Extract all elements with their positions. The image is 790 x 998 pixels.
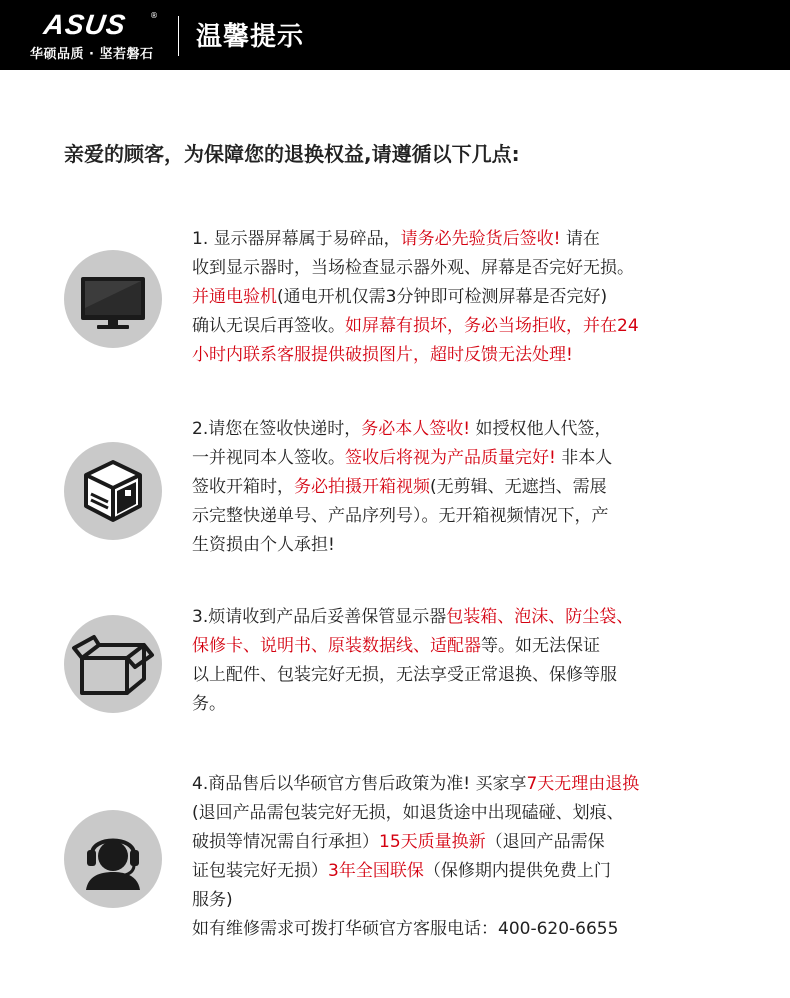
asus-logo: ASUS — [41, 9, 129, 40]
body-text: (无剪辑、无遮挡、需展 — [430, 477, 607, 497]
body-text: 签收开箱时， — [192, 477, 294, 497]
notice-line — [192, 857, 752, 886]
highlight-text: 签收后将视为产品质量完好! — [345, 448, 556, 468]
package-cube-icon — [64, 442, 162, 540]
notice-line — [192, 603, 752, 632]
notice-line — [192, 312, 752, 341]
notice-line — [192, 632, 752, 661]
highlight-text: 如屏幕有损坏，务必当场拒收，并在24 — [345, 316, 639, 336]
body-text: 1. 显示器屏幕属于易碎品， — [192, 229, 401, 249]
body-text: (退回产品需包装完好无损，如退货途中出现磕碰、划痕、 — [192, 803, 624, 823]
body-text: 务。 — [192, 694, 226, 714]
body-text: （退回产品需保 — [485, 832, 605, 852]
highlight-text: 请务必先验货后签收! — [400, 229, 561, 249]
open-box-icon — [64, 615, 162, 713]
highlight-text: 务必本人签收! — [361, 419, 471, 439]
body-text: 示完整快递单号、产品序列号）。无开箱视频情况下，产 — [192, 506, 609, 526]
notice-line — [192, 444, 752, 473]
highlight-text: 并通电验机 — [192, 287, 277, 307]
notice-line — [192, 473, 752, 502]
notice-line — [192, 283, 752, 312]
notice-line — [192, 531, 752, 560]
body-text: 破损等情况需自行承担） — [192, 832, 379, 852]
highlight-text: 7天无理由退换 — [526, 774, 640, 794]
brand-slogan: 华硕品质 · 坚若磐石 — [30, 47, 154, 62]
highlight-text: 3年全国联保 — [328, 861, 424, 881]
header-bar — [0, 0, 790, 70]
highlight-text: 保修卡、说明书、原装数据线、适配器 — [192, 636, 481, 656]
body-text: 如授权他人代签， — [470, 419, 612, 439]
page-title: 温馨提示 — [196, 22, 305, 52]
notice-line — [192, 828, 752, 857]
notice-line — [192, 915, 752, 944]
notice-line — [192, 341, 752, 370]
body-text: （保修期内提供免费上门 — [423, 861, 611, 881]
body-text: 确认无误后再签收。 — [192, 316, 345, 336]
body-text: 服务) — [192, 890, 233, 910]
body-text: 等。如无法保证 — [481, 636, 600, 656]
body-text: 收到显示器时，当场检查显示器外观、屏幕是否完好无损。 — [192, 258, 634, 278]
notice-item-1 — [192, 225, 752, 370]
body-text: 证包装完好无损） — [192, 861, 328, 881]
notice-line — [192, 886, 752, 915]
intro-heading: 亲爱的顾客，为保障您的退换权益,请遵循以下几点: — [64, 142, 520, 166]
body-text: 一并视同本人签收。 — [192, 448, 345, 468]
notice-line — [192, 799, 752, 828]
package-icon-badge — [64, 442, 162, 540]
header-divider — [178, 16, 179, 56]
notice-line — [192, 225, 752, 254]
body-text: 请在 — [560, 229, 600, 249]
notice-line — [192, 690, 752, 719]
body-text: 以上配件、包装完好无损，无法享受正常退换、保修等服 — [192, 665, 617, 685]
notice-line — [192, 502, 752, 531]
registered-mark: ® — [150, 11, 158, 20]
headset-icon-badge — [64, 810, 162, 908]
monitor-icon-badge — [64, 250, 162, 348]
body-text: 生资损由个人承担! — [192, 535, 335, 555]
highlight-text: 包装箱、泡沫、防尘袋、 — [446, 607, 634, 627]
notice-line — [192, 415, 752, 444]
body-text: 4.商品售后以华硕官方售后政策为准! 买家享 — [192, 774, 527, 794]
notice-item-3 — [192, 603, 752, 719]
notice-line — [192, 770, 752, 799]
notice-line — [192, 254, 752, 283]
body-text: (通电开机仅需3分钟即可检测屏幕是否完好) — [277, 287, 608, 307]
notice-item-4 — [192, 770, 752, 944]
body-text: 3.烦请收到产品后妥善保管显示器 — [192, 607, 447, 627]
body-text: 2.请您在签收快递时， — [192, 419, 362, 439]
highlight-text: 小时内联系客服提供破损图片，超时反馈无法处理! — [192, 345, 573, 365]
notice-item-2 — [192, 415, 752, 560]
highlight-text: 务必拍摄开箱视频 — [294, 477, 430, 497]
highlight-text: 15天质量换新 — [379, 832, 486, 852]
notice-line — [192, 661, 752, 690]
body-text: 如有维修需求可拨打华硕官方客服电话：400-620-6655 — [192, 919, 619, 939]
monitor-icon — [64, 250, 162, 348]
customer-service-headset-icon — [64, 810, 162, 908]
body-text: 非本人 — [555, 448, 613, 468]
open-box-icon-badge — [64, 615, 162, 713]
